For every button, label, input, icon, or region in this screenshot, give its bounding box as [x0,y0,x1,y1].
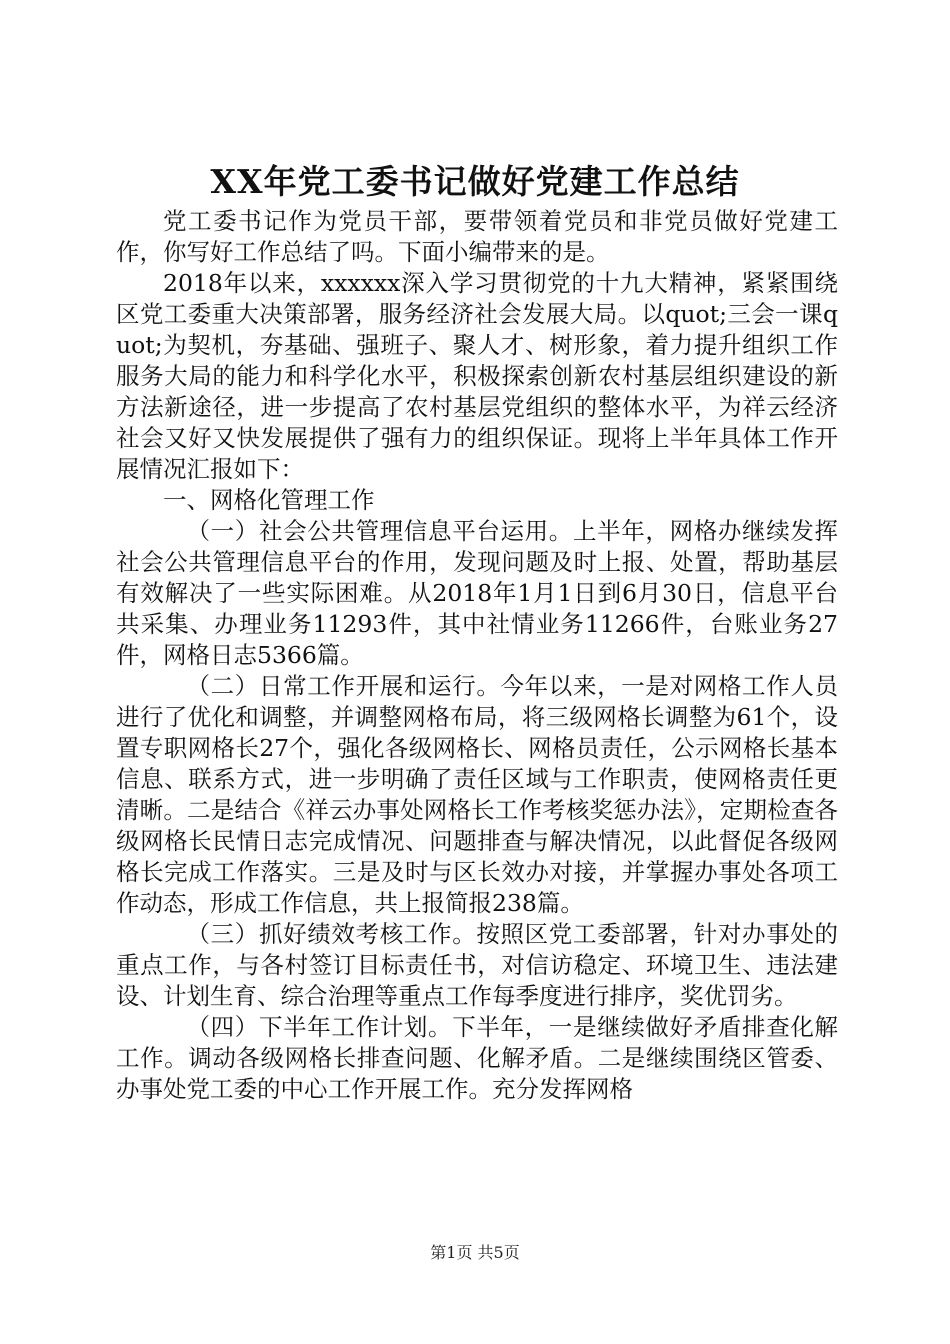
page-number-footer: 第1页 共5页 [430,1243,520,1262]
subsection-paragraph-4: （四）下半年工作计划。下半年，一是继续做好矛盾排查化解工作。调动各级网格长排查问题、化解矛盾。二是继续围绕区管委、办事处党工委的中心工作开展工作。充分发挥网格 [116,1013,838,1103]
document-title: XX年党工委书记做好党建工作总结 [210,162,740,201]
subsection-paragraph-3: （三）抓好绩效考核工作。按照区党工委部署，针对办事处的重点工作，与各村签订目标责任书，对信访稳定、环境卫生、违法建设、计划生育、综合治理等重点工作每季度进行排序，奖优罚劣。 [116,920,838,1010]
subsection-paragraph-2: （二）日常工作开展和运行。今年以来，一是对网格工作人员进行了优化和调整，并调整网格布局，将三级网格长调整为61个，设置专职网格长27个，强化各级网格长、网格员责任，公示网格长基本信息、联系方式，进一步明确了责任区域与工作职责，使网格责任更清晰。二是结合《祥云办事处网格长工作考核奖惩办法》，定期检查各级网格长民情日志完成情况、问题排查与解决情况，以此督促各级网格长完成工作落实。三是及时与区长效办对接，并掌握办事处各项工作动态，形成工作信息，共上报简报238篇。 [116,672,838,917]
subsection-paragraph-1: （一）社会公共管理信息平台运用。上半年，网格办继续发挥社会公共管理信息平台的作用，发现问题及时上报、处置，帮助基层有效解决了一些实际困难。从2018年1月1日到6月30日，信息平台共采集、办理业务11293件，其中社情业务11266件，台账业务27件，网格日志5366篇。 [116,517,838,669]
intro-paragraph: 党工委书记作为党员干部，要带领着党员和非党员做好党建工作，你写好工作总结了吗。下面小编带来的是。 [116,207,838,266]
section-heading-grid-management: 一、网格化管理工作 [163,486,375,514]
document-body [116,206,838,1105]
overview-paragraph: 2018年以来，xxxxxx深入学习贯彻党的十九大精神，紧紧围绕区党工委重大决策部署，服务经济社会发展大局。以quot;三会一课quot;为契机，夯基础、强班子、聚人才、树形象，着力提升组织工作服务大局的能力和科学化水平，积极探索创新农村基层组织建设的新方法新途径，进一步提高了农村基层党组织的整体水平，为祥云经济社会又好又快发展提供了强有力的组织保证。现将上半年具体工作开展情况汇报如下： [116,269,838,483]
